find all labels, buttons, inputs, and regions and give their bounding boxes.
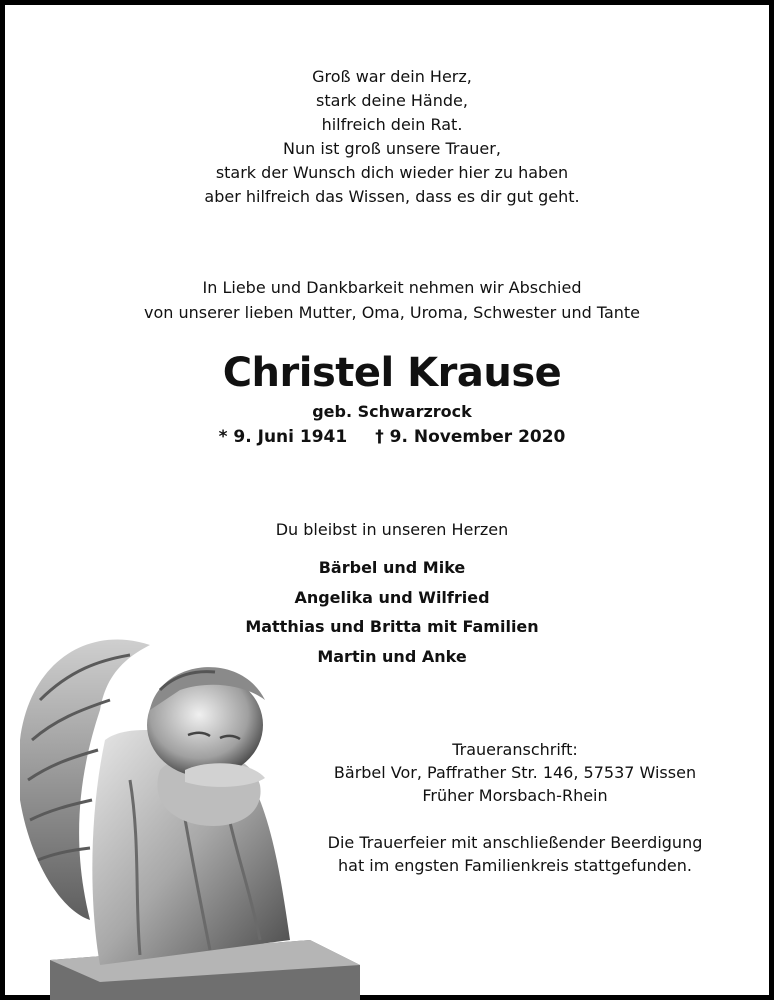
farewell-intro [5,275,774,325]
address-line: Traueranschrift: [452,740,578,759]
address-line: Früher Morsbach-Rhein [422,786,608,805]
ceremony-line: Die Trauerfeier mit anschließender Beerdigung [327,833,703,852]
intro-line: von unserer lieben Mutter, Oma, Uroma, Schwester und Tante [143,303,641,322]
memorial-poem [5,65,774,209]
deceased-name: Christel Krause [222,350,562,396]
mourner-name: Matthias und Britta mit Familien [245,617,539,636]
mourning-address [315,738,715,807]
birth-name: geb. Schwarzrock [312,402,472,421]
mourner-name: Angelika und Wilfried [294,587,490,607]
ceremony-note [315,831,715,877]
birth-date: * 9. Juni 1941 [218,427,348,447]
poem-line: hilfreich dein Rat. [321,115,463,134]
mourner-name: Bärbel und Mike [318,558,466,577]
mourner-name: Martin und Anke [317,646,467,666]
poem-line: aber hilfreich das Wissen, dass es dir gut geht. [204,187,580,206]
death-date: † 9. November 2020 [375,427,566,447]
poem-line: Nun ist groß unsere Trauer, [283,139,501,158]
address-line: Bärbel Vor, Paffrather Str. 146, 57537 Wissen [333,763,697,782]
ceremony-line: hat im engsten Familienkreis stattgefunden. [338,856,692,875]
intro-line: In Liebe und Dankbarkeit nehmen wir Abschied [202,278,582,297]
remembrance-line: Du bleibst in unseren Herzen [275,520,509,539]
poem-line: stark der Wunsch dich wieder hier zu haben [215,163,569,182]
poem-line: stark deine Hände, [316,91,468,110]
angel-statue-image [10,620,365,1000]
life-dates [5,425,774,449]
poem-line: Groß war dein Herz, [312,67,472,86]
